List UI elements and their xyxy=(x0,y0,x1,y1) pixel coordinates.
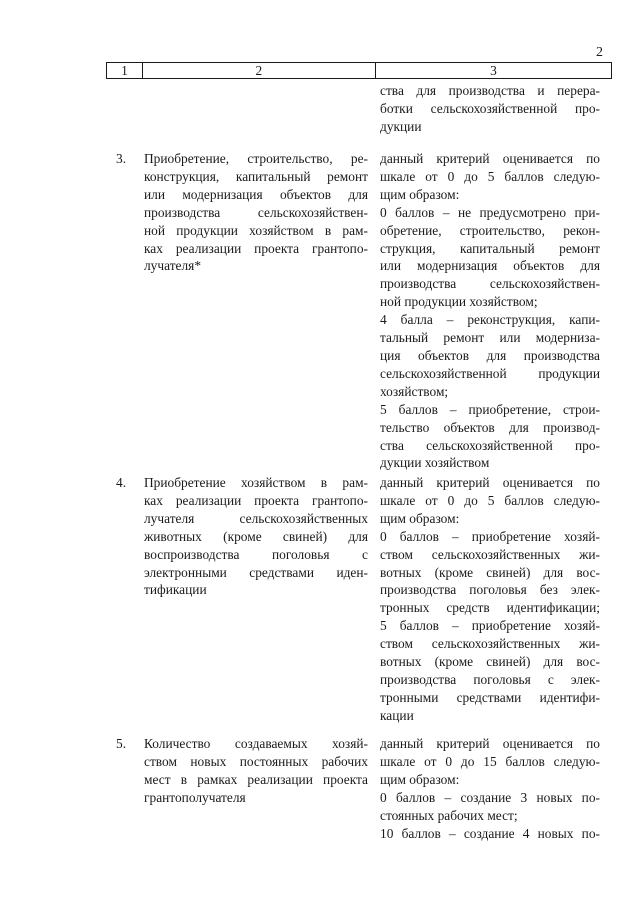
text-line: 0 баллов – не предусмотрено при- xyxy=(380,204,600,220)
text-line: 10 баллов – создание 4 новых по- xyxy=(380,825,600,841)
text-line: дукции xyxy=(380,118,422,134)
text-line: мест в рамках реализации проекта xyxy=(144,771,368,787)
text-line: 0 баллов – создание 3 новых по- xyxy=(380,789,600,805)
text-line: ства сельскохозяйственной про- xyxy=(380,437,600,453)
text-line: шкале от 0 до 5 баллов следую- xyxy=(380,492,600,508)
text-line: 5 баллов – приобретение хозяй- xyxy=(380,618,600,634)
table-header-row xyxy=(106,62,612,79)
text-line: производства сельскохозяйствен- xyxy=(380,276,600,292)
text-line: сельскохозяйственной продукции xyxy=(380,365,600,381)
criterion-name xyxy=(144,150,368,275)
text-line: или модернизация объектов для xyxy=(380,258,600,274)
text-line: 5 баллов – приобретение, строи- xyxy=(380,401,600,417)
text-line: производства сельскохозяйствен- xyxy=(144,204,368,220)
text-line: дукции хозяйством xyxy=(380,455,490,471)
text-line: 4 балла – реконструкция, капи- xyxy=(380,312,600,328)
continuation-text xyxy=(380,82,600,136)
criterion-name xyxy=(144,735,368,807)
criterion-name xyxy=(144,474,368,599)
text-line: шкале от 0 до 5 баллов следую- xyxy=(380,168,600,184)
header-cell-3: 3 xyxy=(490,63,497,78)
text-line: ной продукции хозяйством в рам- xyxy=(144,222,368,238)
criterion-description xyxy=(380,474,600,725)
text-line: ция объектов для производства xyxy=(380,347,600,363)
text-line: ках реализации проекта грантопо- xyxy=(144,492,368,508)
text-line: ботки сельскохозяйственной про- xyxy=(380,100,600,116)
text-line: Количество создаваемых хозяй- xyxy=(144,736,368,751)
text-line: ства для производства и перера- xyxy=(380,83,600,98)
text-line: щим образом: xyxy=(380,510,460,526)
text-line: данный критерий оценивается по xyxy=(380,151,600,166)
criterion-number: 3. xyxy=(116,151,127,166)
text-line: лучателя сельскохозяйственных xyxy=(144,510,368,526)
text-line: воспроизводства поголовья с xyxy=(144,546,368,562)
text-line: хозяйством; xyxy=(380,383,449,399)
text-line: ством сельскохозяйственных жи- xyxy=(380,546,600,562)
text-line: данный критерий оценивается по xyxy=(380,475,600,490)
text-line: ством сельскохозяйственных жи- xyxy=(380,636,600,652)
text-line: обретение, строительство, рекон- xyxy=(380,222,600,238)
text-line: данный критерий оценивается по xyxy=(380,736,600,751)
text-line: электронными средствами иден- xyxy=(144,564,368,580)
text-line: тронных средств идентификации; xyxy=(380,600,600,616)
text-line: струкция, капитальный ремонт xyxy=(380,240,600,256)
text-line: животных (кроме свиней) для xyxy=(144,528,368,544)
text-line: кации xyxy=(380,707,414,723)
text-line: грантополучателя xyxy=(144,789,246,805)
text-line: конструкция, капитальный ремонт xyxy=(144,168,368,184)
text-line: щим образом: xyxy=(380,771,460,787)
text-line: вотных (кроме свиней) для вос- xyxy=(380,564,600,580)
text-line: вотных (кроме свиней) для вос- xyxy=(380,654,600,670)
text-line: Приобретение хозяйством в рам- xyxy=(144,475,368,490)
text-line: ством новых постоянных рабочих xyxy=(144,753,368,769)
text-line: стоянных рабочих мест; xyxy=(380,807,518,823)
criterion-number: 5. xyxy=(116,736,127,751)
page-number: 2 xyxy=(596,45,603,60)
text-line: тельство объектов для производ- xyxy=(380,419,600,435)
criterion-description xyxy=(380,735,600,842)
text-line: щим образом: xyxy=(380,186,460,202)
text-line: тальный ремонт или модерниза- xyxy=(380,330,600,346)
text-line: лучателя* xyxy=(144,258,202,274)
criterion-description xyxy=(380,150,600,472)
text-line: или модернизация объектов для xyxy=(144,186,368,202)
text-line: производства поголовья с элек- xyxy=(380,671,600,687)
header-cell-1: 1 xyxy=(107,63,143,78)
criterion-number: 4. xyxy=(116,475,127,490)
text-line: шкале от 0 до 15 баллов следую- xyxy=(380,753,600,769)
text-line: тронными средствами идентифи- xyxy=(380,689,600,705)
text-line: ной продукции хозяйством; xyxy=(380,294,538,310)
text-line: производства поголовья без элек- xyxy=(380,582,600,598)
text-line: 0 баллов – приобретение хозяй- xyxy=(380,528,600,544)
text-line: Приобретение, строительство, ре- xyxy=(144,151,368,166)
text-line: ках реализации проекта грантопо- xyxy=(144,240,368,256)
header-cell-2: 2 xyxy=(143,63,376,78)
text-line: тификации xyxy=(144,582,207,598)
